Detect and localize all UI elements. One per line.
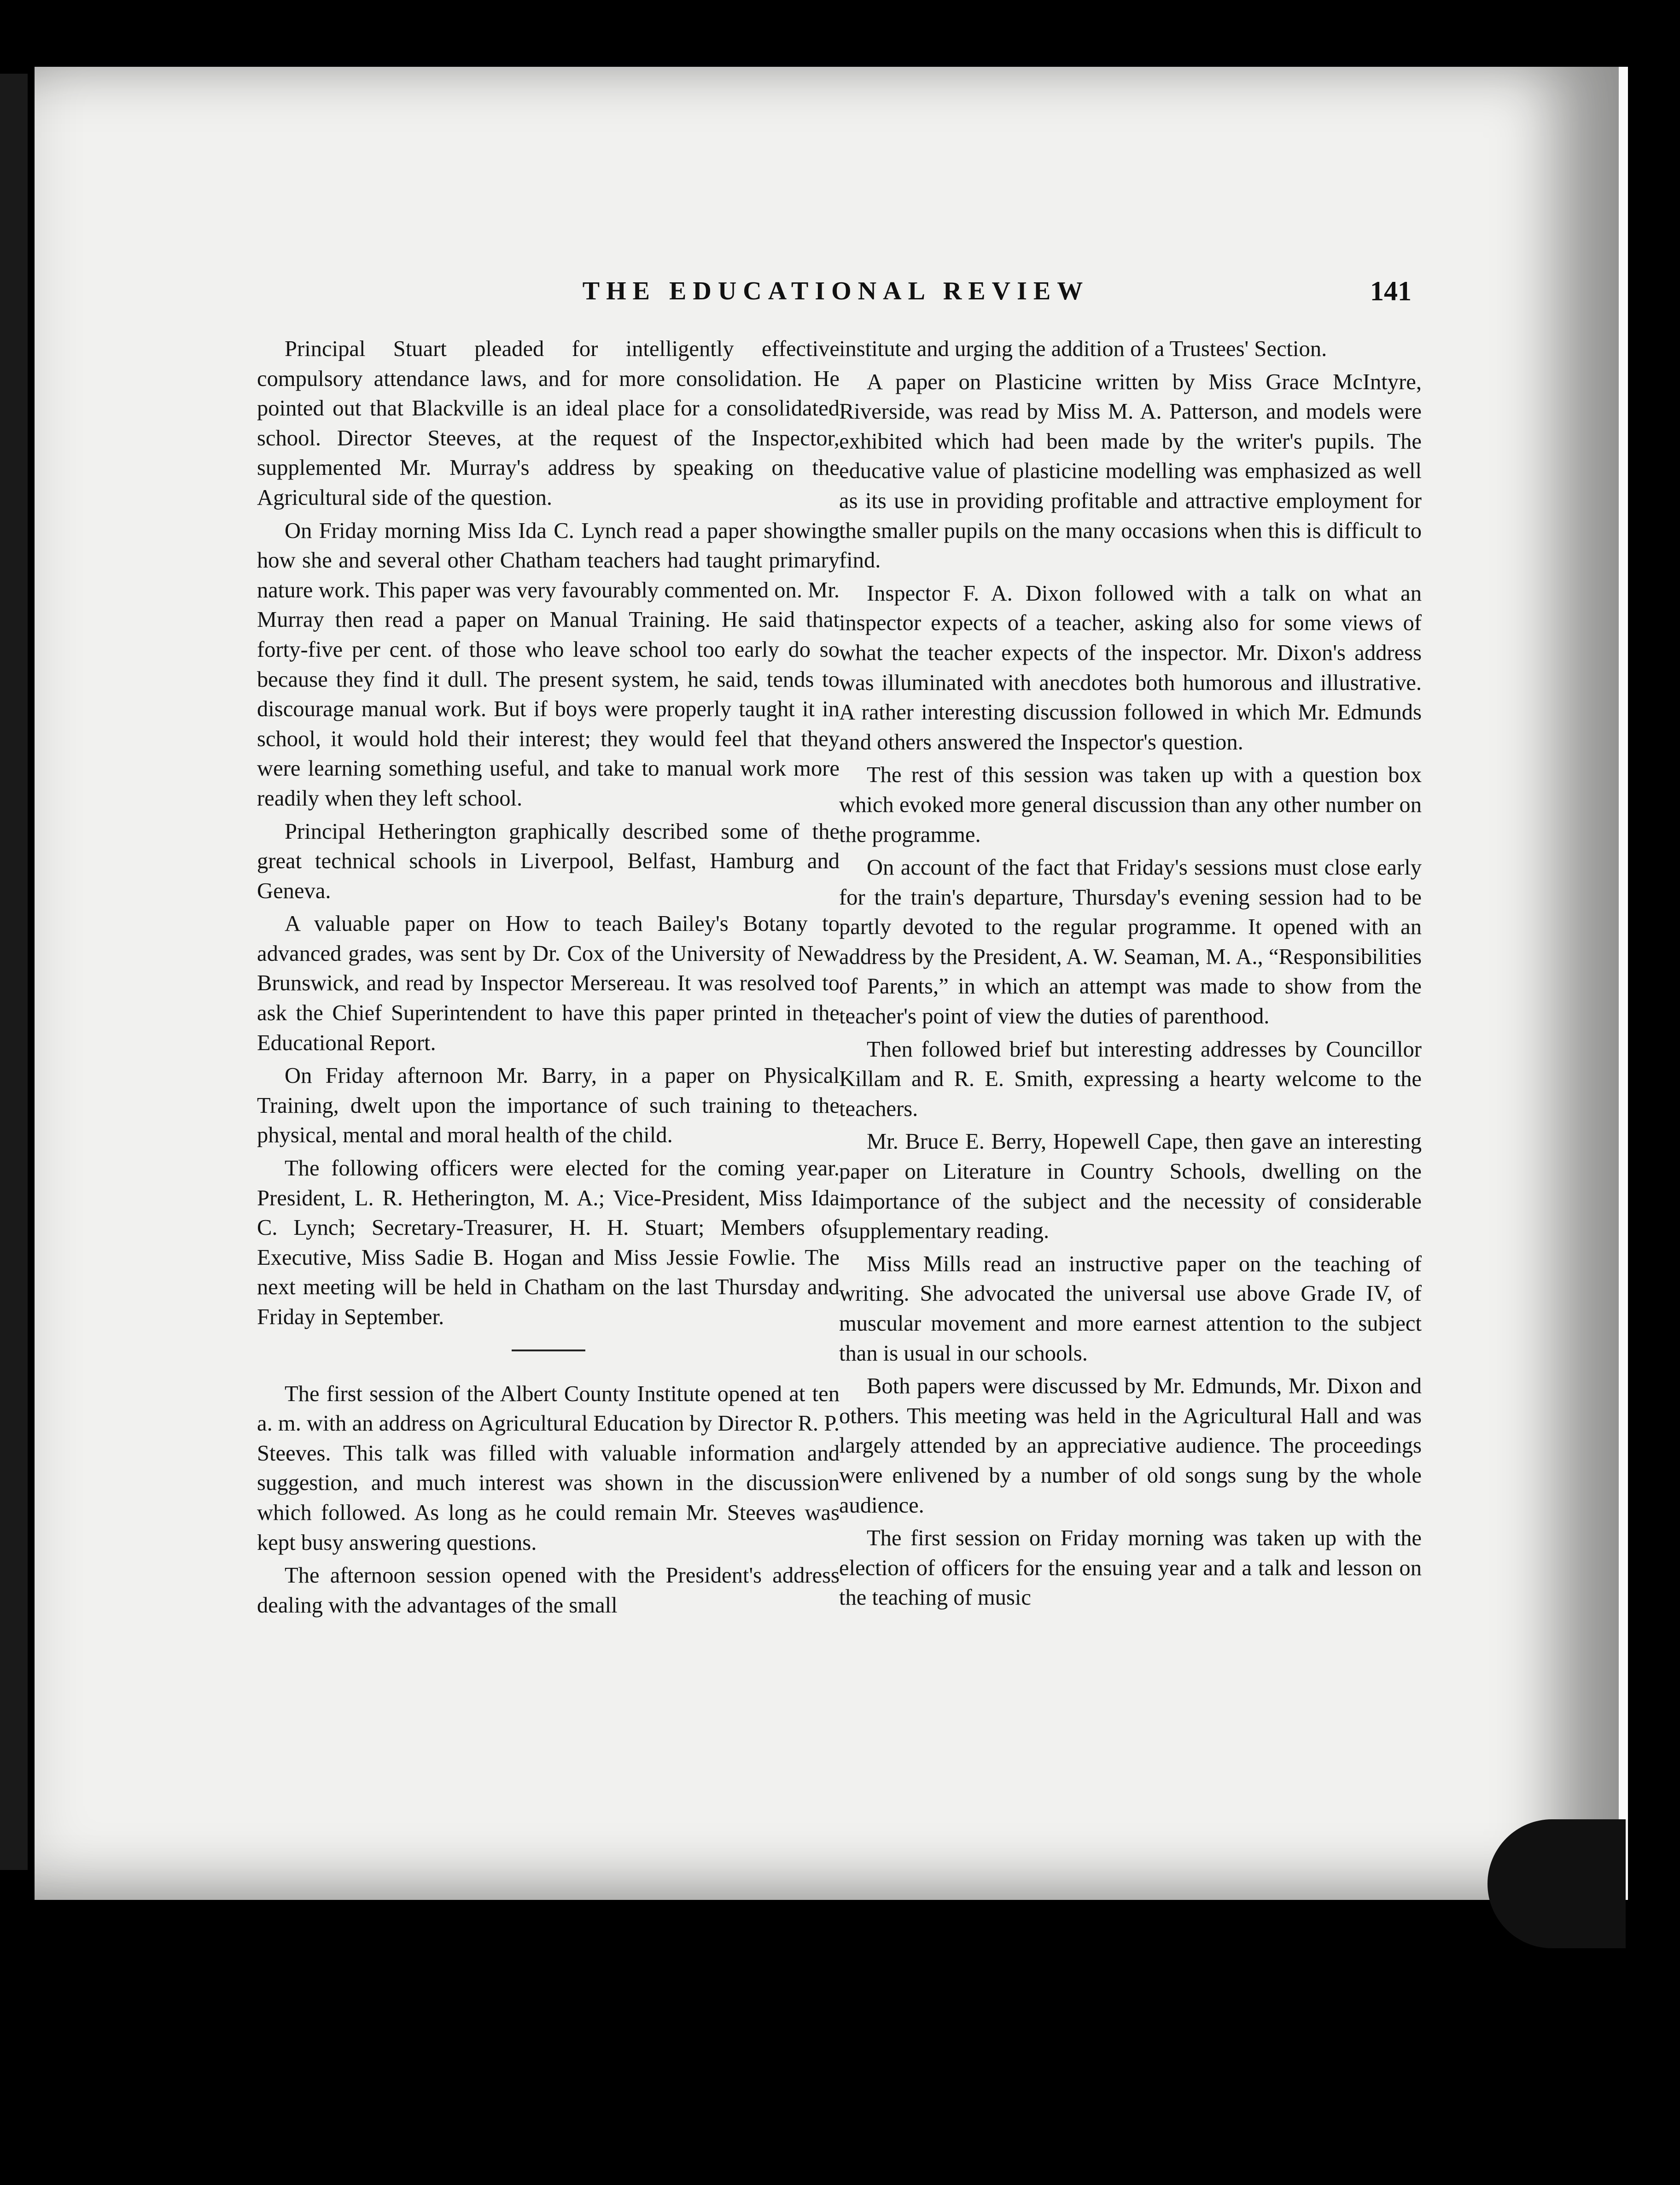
paragraph: The afternoon session opened with the President's address dealing with the advantages of the small	[257, 1563, 840, 1618]
page-edge	[1619, 67, 1628, 1900]
paragraph: A valuable paper on How to teach Bailey's Botany to advanced grades, was sent by Dr. Cox of the University of New Brunswick, and read by Inspector Mersereau. It was resolved to ask the Chief Superintendent to have this paper printed in the Educational Report.	[257, 911, 840, 1055]
page-number: 141	[1370, 276, 1412, 306]
paragraph: Both papers were discussed by Mr. Edmunds, Mr. Dixon and others. This meeting was held in the Agricultural Hall and was largely attended by an appreciative audience. The proceedings were enlivened by a number of old songs sung by the whole audience.	[839, 1373, 1422, 1518]
running-title: THE EDUCATIONAL REVIEW	[582, 277, 1090, 305]
paragraph-continuation: institute and urging the addition of a Trustees' Section.	[839, 336, 1327, 361]
paragraph: Miss Mills read an instructive paper on the teaching of writing. She advocated the universal use above Grade IV, of muscular movement and more earnest attention to the subject than is usual in our schools.	[839, 1251, 1422, 1366]
paragraph: Inspector F. A. Dixon followed with a talk on what an inspector expects of a teacher, asking also for some views of what the teacher expects of the inspector. Mr. Dixon's address was illuminated with anecdotes both humorous and illustrative. A rather interesting discussion followed in which Mr. Edmunds and others answered the Inspector's question.	[839, 580, 1422, 754]
paragraph: On Friday morning Miss Ida C. Lynch read a paper showing how she and several other Chatham teachers had taught primary nature work. This paper was very favourably commented on. Mr. Murray then read a paper on Manual Training. He said that forty-five per cent. of those who leave school too early do so because they find it dull. The present system, he said, tends to discourage manual work. But if boys were properly taught it in school, it would hold their interest; they would feel that they were learning something useful, and take to manual work more readily when they left school.	[257, 518, 840, 811]
paragraph: Mr. Bruce E. Berry, Hopewell Cape, then gave an interesting paper on Literature in Country Schools, dwelling on the importance of the subject and the necessity of considerable supplementary reading.	[839, 1129, 1422, 1244]
scanner-thumb-shadow	[1488, 1819, 1626, 1948]
paragraph: A paper on Plasticine written by Miss Grace McIntyre, Riverside, was read by Miss M. A. Patterson, and models were exhibited which had been made by the writer's pupils. The educative value of plasticine modelling was emphasized as well as its use in providing profitable and attractive employment for the smaller pupils on the many occasions when this is difficult to find.	[839, 369, 1422, 573]
paragraph: The first session on Friday morning was taken up with the election of officers for the ensuing year and a talk and lesson on the teaching of music	[839, 1525, 1422, 1610]
film-edge	[0, 74, 28, 1870]
paragraph: Principal Stuart pleaded for intelligently effective compulsory attendance laws, and for more consolidation. He pointed out that Blackville is an ideal place for a consolidated school. Director Steeves, at the request of the Inspector, supplemented Mr. Murray's address by speaking on the Agricultural side of the question.	[257, 336, 840, 510]
left-column	[257, 334, 840, 1623]
paragraph: Then followed brief but interesting addresses by Councillor Killam and R. E. Smith, expressing a hearty welcome to the teachers.	[839, 1036, 1422, 1121]
paragraph: On Friday afternoon Mr. Barry, in a paper on Physical Training, dwelt upon the importance of such training to the physical, mental and moral health of the child.	[257, 1063, 840, 1148]
paragraph: Principal Hetherington graphically described some of the great technical schools in Liverpool, Belfast, Hamburg and Geneva.	[257, 818, 840, 903]
section-divider	[512, 1350, 585, 1351]
paragraph: The first session of the Albert County Institute opened at ten a. m. with an address on Agricultural Education by Director R. P. Steeves. This talk was filled with valuable information and suggestion, and much interest was shown in the discussion which followed. As long as he could remain Mr. Steeves was kept busy answering questions.	[257, 1381, 840, 1555]
paragraph: The following officers were elected for the coming year. President, L. R. Hetherington, M. A.; Vice-President, Miss Ida C. Lynch; Secretary-Treasurer, H. H. Stuart; Members of Executive, Miss Sadie B. Hogan and Miss Jessie Fowlie. The next meeting will be held in Chatham on the last Thursday and Friday in September.	[257, 1156, 840, 1329]
paragraph: The rest of this session was taken up with a question box which evoked more general discussion than any other number on the programme.	[839, 762, 1422, 847]
right-column	[839, 334, 1422, 1616]
paragraph: On account of the fact that Friday's sessions must close early for the train's departure, Thursday's evening session had to be partly devoted to the regular programme. It opened with an address by the President, A. W. Seaman, M. A., “Responsibilities of Parents,” in which an attempt was made to show from the teacher's point of view the duties of parenthood.	[839, 855, 1422, 1029]
